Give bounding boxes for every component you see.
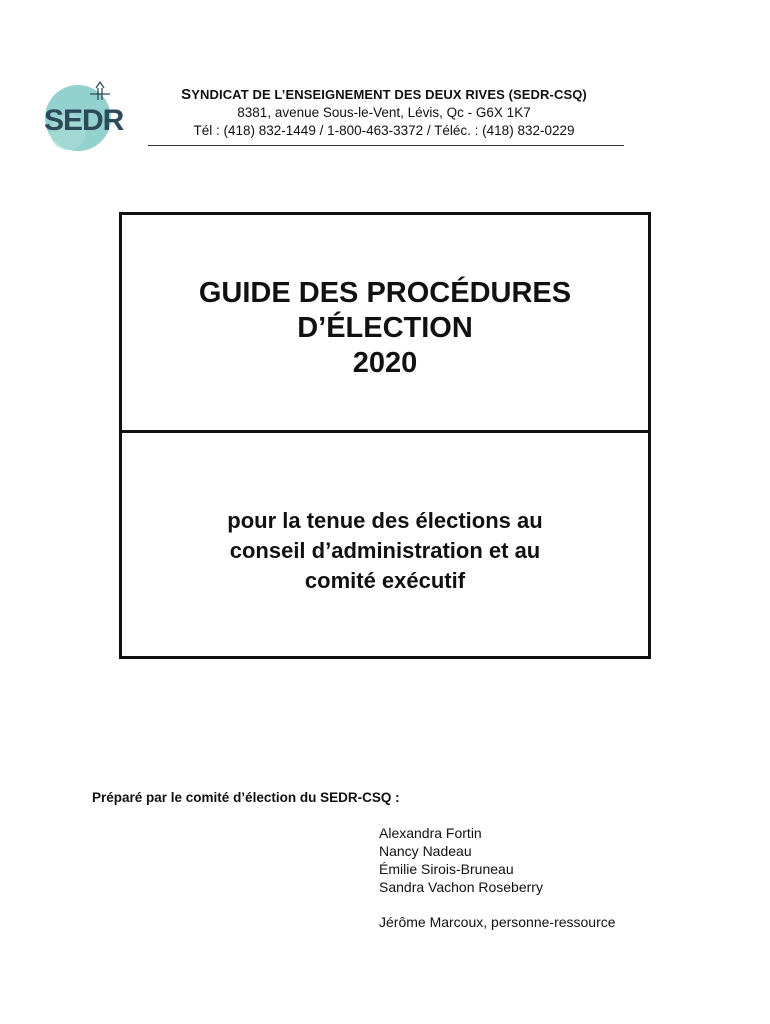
box-divider (121, 430, 649, 433)
header-rule (148, 145, 624, 146)
letterhead (145, 86, 623, 140)
address: 8381, avenue Sous-le-Vent, Lévis, Qc - G6X 1K7 (237, 105, 531, 120)
committee-members (379, 824, 616, 931)
member-name: Nancy Nadeau (379, 843, 472, 859)
phone-numbers: Tél : (418) 832-1449 / 1-800-463-3372 / Téléc. : (418) 832-0229 (193, 123, 575, 138)
document-subtitle: pour la tenue des élections au conseil d’administration et au comité exécutif (227, 508, 543, 593)
member-name: Sandra Vachon Roseberry (379, 879, 543, 895)
organization-name: SYNDICAT DE L’ENSEIGNEMENT DES DEUX RIVES (SEDR-CSQ) (181, 86, 587, 103)
resource-person: Jérôme Marcoux, personne-ressource (379, 914, 616, 930)
title-box (119, 212, 651, 659)
document-title: GUIDE DES PROCÉDURES D’ÉLECTION 2020 (198, 277, 572, 379)
sedr-logo (38, 80, 138, 152)
member-name: Alexandra Fortin (379, 825, 482, 841)
logo-text: SEDR (44, 104, 124, 137)
member-name: Émilie Sirois-Bruneau (379, 861, 514, 877)
prepared-by-label: Préparé par le comité d’élection du SEDR-CSQ : (92, 790, 400, 805)
